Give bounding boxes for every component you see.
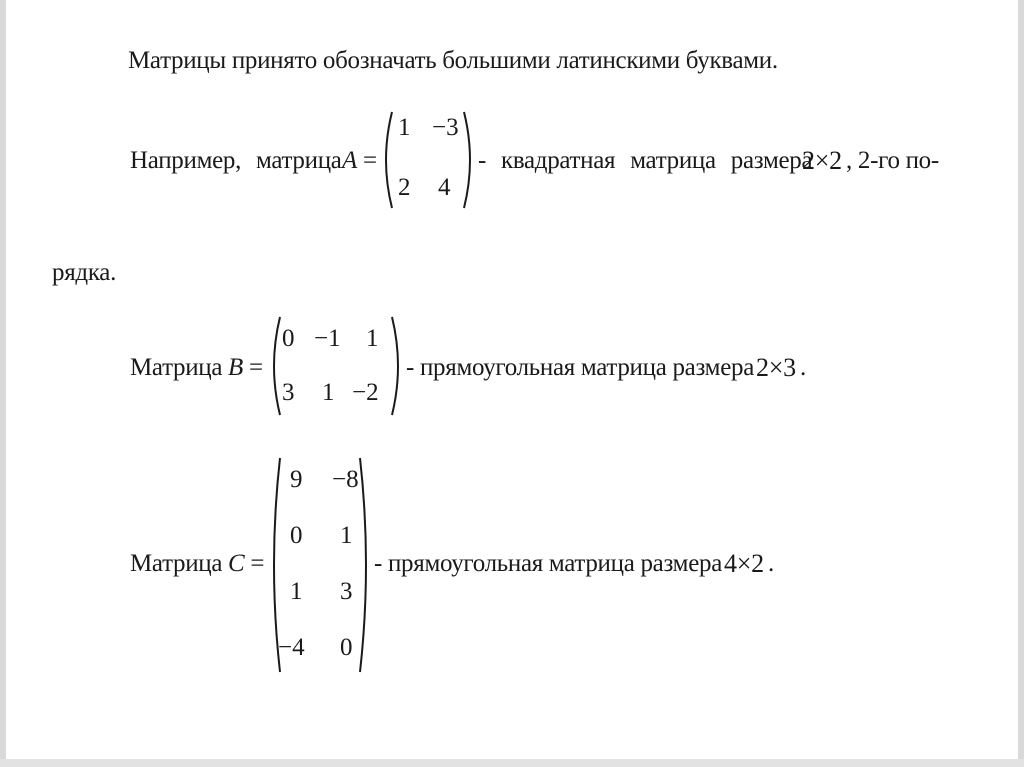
matrix-b-cell: 0 xyxy=(282,325,295,352)
matrix-c-cell: 9 xyxy=(290,466,303,493)
example-c-var xyxy=(228,549,264,579)
example-b-desc: - прямоугольная матрица размера xyxy=(406,354,754,381)
example-b-end: . xyxy=(800,354,806,381)
matrix-a-name: A xyxy=(342,147,357,174)
example-c-end: . xyxy=(768,550,774,577)
equals-sign: = xyxy=(248,354,263,381)
matrix-a-cell: 1 xyxy=(398,114,411,141)
example-a-desc: - квадратная матрица размера xyxy=(478,147,813,174)
slide-left-edge xyxy=(0,0,6,767)
matrix-c-cell: 1 xyxy=(340,522,353,549)
matrix-b-cell: 1 xyxy=(322,379,335,406)
matrix-c-cell: 1 xyxy=(290,578,303,605)
slide-bottom-edge xyxy=(0,759,1024,767)
example-a-wrap: рядка. xyxy=(52,259,117,286)
example-c-size: 4×2 xyxy=(724,549,764,578)
matrix-b-cell: −1 xyxy=(314,325,341,352)
matrix-b-cell: 1 xyxy=(366,325,379,352)
matrix-c-cell: −4 xyxy=(278,634,305,661)
example-c-desc: - прямоугольная матрица размера xyxy=(374,550,722,577)
matrix-b-name: B xyxy=(228,354,243,381)
example-b-var xyxy=(228,353,263,383)
matrix-c-cell: −8 xyxy=(332,466,359,493)
matrix-a-cell: −3 xyxy=(432,114,459,141)
matrix-a-brackets xyxy=(378,108,478,212)
example-a-order: , 2-го по- xyxy=(846,147,939,174)
matrix-a-cell: 2 xyxy=(398,174,411,201)
example-a-prefix: Например, матрица xyxy=(130,147,342,174)
example-b-prefix: Матрица xyxy=(130,354,223,381)
intro-text: Матрицы принято обозначать большими латинскими буквами. xyxy=(128,47,778,74)
example-b-size: 2×3 xyxy=(756,353,796,382)
matrix-c-name: C xyxy=(228,550,245,577)
example-a-size: 2×2 xyxy=(802,146,842,175)
slide-right-edge xyxy=(1018,0,1024,767)
matrix-c-cell: 0 xyxy=(290,522,303,549)
matrix-c-cell: 0 xyxy=(340,634,353,661)
equals-sign: = xyxy=(250,550,265,577)
example-a-var xyxy=(342,146,377,176)
matrix-b-cell: 3 xyxy=(282,379,295,406)
matrix-a-cell: 4 xyxy=(438,174,451,201)
matrix-a xyxy=(378,108,478,212)
example-c-prefix: Матрица xyxy=(130,550,223,577)
matrix-b-cell: −2 xyxy=(352,379,379,406)
matrix-c-cell: 3 xyxy=(340,578,353,605)
equals-sign: = xyxy=(362,147,377,174)
